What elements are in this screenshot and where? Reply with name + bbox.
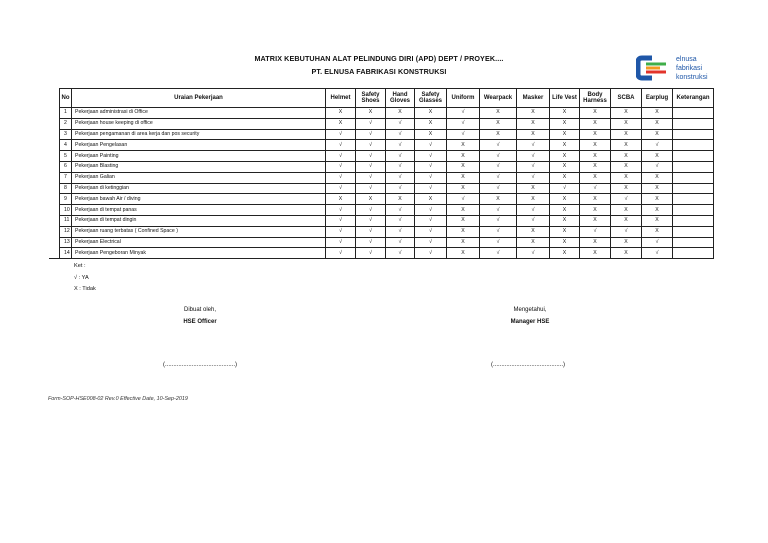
- ppe-mark-cell: √: [642, 140, 673, 151]
- ppe-mark-cell: X: [550, 215, 580, 226]
- ppe-mark-cell: √: [356, 226, 386, 237]
- ppe-mark-cell: √: [642, 248, 673, 259]
- ppe-mark-cell: √: [447, 108, 480, 119]
- ppe-mark-cell: X: [580, 248, 611, 259]
- ppe-mark-cell: X: [447, 183, 480, 194]
- legend-no: X : Tidak: [74, 286, 96, 292]
- column-header: Safety Glasses: [415, 89, 447, 108]
- ppe-mark-cell: X: [415, 108, 447, 119]
- ppe-mark-cell: X: [611, 140, 642, 151]
- ppe-mark-cell: √: [415, 140, 447, 151]
- ppe-mark-cell: X: [550, 248, 580, 259]
- ppe-mark-cell: √: [447, 194, 480, 205]
- ppe-mark-cell: √: [480, 205, 517, 216]
- ppe-mark-cell: X: [517, 129, 550, 140]
- ppe-mark-cell: √: [326, 183, 356, 194]
- ppe-mark-cell: √: [386, 183, 415, 194]
- ppe-mark-cell: √: [447, 118, 480, 129]
- task-description: Pekerjaan Galian: [72, 172, 326, 183]
- ppe-mark-cell: X: [611, 151, 642, 162]
- remarks-cell: [673, 226, 714, 237]
- ppe-mark-cell: X: [550, 161, 580, 172]
- table-row: [60, 226, 714, 237]
- remarks-cell: [673, 129, 714, 140]
- ppe-mark-cell: √: [356, 215, 386, 226]
- row-number: 8: [60, 183, 72, 194]
- column-header: Uraian Pekerjaan: [72, 89, 326, 108]
- ppe-mark-cell: X: [580, 161, 611, 172]
- known-by-signature-line: (..........................................): [490, 362, 565, 368]
- ppe-mark-cell: X: [611, 248, 642, 259]
- table-row: [60, 161, 714, 172]
- ppe-mark-cell: X: [611, 118, 642, 129]
- ppe-mark-cell: √: [642, 237, 673, 248]
- ppe-mark-cell: X: [580, 118, 611, 129]
- ppe-mark-cell: √: [480, 140, 517, 151]
- ppe-mark-cell: X: [480, 129, 517, 140]
- ppe-mark-cell: √: [415, 248, 447, 259]
- ppe-mark-cell: X: [580, 215, 611, 226]
- ppe-mark-cell: X: [642, 108, 673, 119]
- remarks-cell: [673, 172, 714, 183]
- ppe-mark-cell: X: [611, 237, 642, 248]
- ppe-mark-cell: √: [480, 215, 517, 226]
- task-description: Pekerjaan Blasting: [72, 161, 326, 172]
- ppe-mark-cell: X: [480, 118, 517, 129]
- task-description: Pekerjaan di tempat panas: [72, 205, 326, 216]
- known-by-label: Mengetahui,: [513, 307, 547, 313]
- ppe-mark-cell: X: [447, 248, 480, 259]
- remarks-cell: [673, 118, 714, 129]
- row-number: 7: [60, 172, 72, 183]
- remarks-cell: [673, 248, 714, 259]
- ppe-mark-cell: √: [356, 248, 386, 259]
- ppe-mark-cell: √: [480, 248, 517, 259]
- ppe-mark-cell: X: [642, 194, 673, 205]
- ppe-mark-cell: X: [517, 108, 550, 119]
- ppe-mark-cell: X: [611, 183, 642, 194]
- ppe-mark-cell: √: [326, 237, 356, 248]
- ppe-mark-cell: X: [580, 151, 611, 162]
- task-description: Pekerjaan bawah Air / diving: [72, 194, 326, 205]
- ppe-mark-cell: √: [642, 161, 673, 172]
- ppe-mark-cell: √: [356, 129, 386, 140]
- ppe-mark-cell: X: [580, 140, 611, 151]
- row-number: 2: [60, 118, 72, 129]
- ppe-mark-cell: √: [480, 151, 517, 162]
- ppe-mark-cell: X: [447, 172, 480, 183]
- column-header: Uniform: [447, 89, 480, 108]
- ppe-mark-cell: X: [550, 140, 580, 151]
- column-header: Masker: [517, 89, 550, 108]
- ppe-matrix-table: [59, 88, 714, 259]
- task-description: Pekerjaan di ketinggian: [72, 183, 326, 194]
- ppe-mark-cell: √: [386, 237, 415, 248]
- table-row: [60, 140, 714, 151]
- column-header: Safety Shoes: [356, 89, 386, 108]
- row-number: 6: [60, 161, 72, 172]
- ppe-mark-cell: √: [326, 172, 356, 183]
- ppe-mark-cell: X: [550, 205, 580, 216]
- ppe-mark-cell: √: [356, 172, 386, 183]
- ppe-mark-cell: X: [386, 108, 415, 119]
- ppe-mark-cell: X: [611, 215, 642, 226]
- table-row: [60, 118, 714, 129]
- ppe-mark-cell: √: [480, 226, 517, 237]
- ppe-mark-cell: X: [642, 183, 673, 194]
- remarks-cell: [673, 108, 714, 119]
- ppe-mark-cell: √: [326, 215, 356, 226]
- row-number: 14: [60, 248, 72, 259]
- task-description: Pekerjaan pengamanan di area kerja dan pos security: [72, 129, 326, 140]
- ppe-mark-cell: X: [550, 172, 580, 183]
- ppe-mark-cell: √: [415, 161, 447, 172]
- ppe-mark-cell: √: [386, 161, 415, 172]
- table-row: [60, 237, 714, 248]
- task-description: Pekerjaan di tempat dingin: [72, 215, 326, 226]
- ppe-mark-cell: √: [386, 118, 415, 129]
- ppe-mark-cell: X: [326, 194, 356, 205]
- ppe-mark-cell: X: [611, 205, 642, 216]
- ppe-mark-cell: X: [550, 226, 580, 237]
- ppe-mark-cell: √: [580, 183, 611, 194]
- ppe-mark-cell: √: [386, 172, 415, 183]
- ppe-mark-cell: X: [326, 118, 356, 129]
- ppe-mark-cell: √: [611, 194, 642, 205]
- column-header: SCBA: [611, 89, 642, 108]
- ppe-mark-cell: X: [415, 129, 447, 140]
- ppe-mark-cell: √: [447, 129, 480, 140]
- ppe-mark-cell: √: [415, 151, 447, 162]
- ppe-mark-cell: X: [415, 118, 447, 129]
- ppe-mark-cell: X: [386, 194, 415, 205]
- table-row: [60, 108, 714, 119]
- ppe-mark-cell: X: [611, 161, 642, 172]
- row-extension-line: [49, 258, 59, 259]
- ppe-mark-cell: X: [611, 108, 642, 119]
- ppe-mark-cell: √: [386, 248, 415, 259]
- table-header-row: [60, 89, 714, 108]
- task-description: Pekerjaan administrasi di Office: [72, 108, 326, 119]
- ppe-mark-cell: X: [642, 215, 673, 226]
- ppe-mark-cell: √: [356, 151, 386, 162]
- ppe-mark-cell: √: [356, 237, 386, 248]
- task-description: Pekerjaan Electrical: [72, 237, 326, 248]
- ppe-mark-cell: √: [326, 129, 356, 140]
- ppe-mark-cell: √: [386, 151, 415, 162]
- ppe-mark-cell: √: [517, 172, 550, 183]
- ppe-mark-cell: √: [611, 226, 642, 237]
- ppe-mark-cell: √: [356, 183, 386, 194]
- ppe-mark-cell: √: [386, 140, 415, 151]
- task-description: Pekerjaan ruang terbatas ( Confined Space ): [72, 226, 326, 237]
- ppe-mark-cell: X: [642, 172, 673, 183]
- ppe-mark-cell: X: [447, 161, 480, 172]
- ppe-mark-cell: X: [517, 194, 550, 205]
- row-number: 5: [60, 151, 72, 162]
- remarks-cell: [673, 151, 714, 162]
- table-row: [60, 205, 714, 216]
- row-number: 4: [60, 140, 72, 151]
- ppe-mark-cell: √: [326, 161, 356, 172]
- row-number: 3: [60, 129, 72, 140]
- column-header: Wearpack: [480, 89, 517, 108]
- remarks-cell: [673, 194, 714, 205]
- ppe-mark-cell: √: [415, 183, 447, 194]
- remarks-cell: [673, 183, 714, 194]
- ppe-mark-cell: √: [415, 205, 447, 216]
- ppe-mark-cell: X: [447, 140, 480, 151]
- ppe-mark-cell: √: [517, 140, 550, 151]
- ppe-mark-cell: X: [447, 151, 480, 162]
- task-description: Pekerjaan Painting: [72, 151, 326, 162]
- ppe-mark-cell: X: [550, 237, 580, 248]
- ppe-mark-cell: X: [415, 194, 447, 205]
- table-row: [60, 194, 714, 205]
- ppe-mark-cell: √: [550, 183, 580, 194]
- ppe-mark-cell: X: [550, 151, 580, 162]
- ppe-mark-cell: X: [550, 118, 580, 129]
- task-description: Pekerjaan house keeping di office: [72, 118, 326, 129]
- ppe-mark-cell: X: [580, 172, 611, 183]
- ppe-mark-cell: X: [642, 226, 673, 237]
- ppe-mark-cell: √: [480, 161, 517, 172]
- ppe-mark-cell: X: [580, 108, 611, 119]
- ppe-mark-cell: √: [356, 140, 386, 151]
- ppe-mark-cell: √: [517, 161, 550, 172]
- task-description: Pekerjaan Pengeboran Minyak: [72, 248, 326, 259]
- ppe-mark-cell: √: [517, 248, 550, 259]
- ppe-mark-cell: √: [386, 129, 415, 140]
- ppe-mark-cell: √: [356, 205, 386, 216]
- column-header: Earplug: [642, 89, 673, 108]
- table-row: [60, 183, 714, 194]
- remarks-cell: [673, 140, 714, 151]
- made-by-label: Dibuat oleh,: [183, 307, 217, 313]
- company-name: PT. ELNUSA FABRIKASI KONSTRUKSI: [311, 67, 447, 76]
- ppe-mark-cell: X: [642, 151, 673, 162]
- ppe-mark-cell: X: [447, 237, 480, 248]
- table-row: [60, 248, 714, 259]
- column-header: Body Harness: [580, 89, 611, 108]
- row-number: 13: [60, 237, 72, 248]
- ppe-mark-cell: X: [580, 129, 611, 140]
- ppe-mark-cell: X: [642, 118, 673, 129]
- ppe-mark-cell: √: [326, 226, 356, 237]
- made-by-role: HSE Officer: [183, 319, 217, 325]
- ppe-mark-cell: X: [580, 205, 611, 216]
- ppe-mark-cell: X: [550, 194, 580, 205]
- ppe-mark-cell: X: [550, 129, 580, 140]
- ppe-mark-cell: X: [447, 205, 480, 216]
- logo-text-line1: elnusa: [676, 56, 697, 63]
- ppe-mark-cell: X: [517, 183, 550, 194]
- ppe-mark-cell: X: [447, 215, 480, 226]
- ppe-mark-cell: X: [447, 226, 480, 237]
- ppe-mark-cell: √: [480, 172, 517, 183]
- ppe-mark-cell: √: [386, 205, 415, 216]
- legend-ket: Ket :: [74, 263, 86, 269]
- ppe-mark-cell: √: [386, 215, 415, 226]
- row-number: 11: [60, 215, 72, 226]
- ppe-mark-cell: X: [642, 205, 673, 216]
- legend-yes: √ : YA: [74, 275, 89, 281]
- ppe-mark-cell: √: [517, 205, 550, 216]
- ppe-mark-cell: √: [517, 215, 550, 226]
- ppe-mark-cell: X: [611, 172, 642, 183]
- remarks-cell: [673, 161, 714, 172]
- column-header: Life Vest: [550, 89, 580, 108]
- ppe-mark-cell: X: [356, 194, 386, 205]
- remarks-cell: [673, 205, 714, 216]
- ppe-mark-cell: X: [580, 194, 611, 205]
- made-by-signature-line: (..........................................): [162, 362, 237, 368]
- ppe-mark-cell: X: [550, 108, 580, 119]
- ppe-mark-cell: √: [326, 205, 356, 216]
- column-header: Helmet: [326, 89, 356, 108]
- ppe-mark-cell: X: [517, 118, 550, 129]
- table-row: [60, 215, 714, 226]
- ppe-mark-cell: X: [480, 194, 517, 205]
- row-number: 10: [60, 205, 72, 216]
- form-footer: Form-SOP-HSE008-02 Rev.0 Effective Date, 10-Sep-2019: [48, 396, 188, 402]
- task-description: Pekerjaan Pengelasan: [72, 140, 326, 151]
- ppe-mark-cell: √: [415, 172, 447, 183]
- ppe-mark-cell: √: [415, 215, 447, 226]
- ppe-mark-cell: √: [326, 248, 356, 259]
- column-header: Hand Gloves: [386, 89, 415, 108]
- ppe-mark-cell: X: [611, 129, 642, 140]
- ppe-mark-cell: √: [356, 161, 386, 172]
- ppe-mark-cell: √: [480, 237, 517, 248]
- column-header: No: [60, 89, 72, 108]
- ppe-mark-cell: X: [480, 108, 517, 119]
- ppe-mark-cell: √: [386, 226, 415, 237]
- ppe-mark-cell: √: [326, 151, 356, 162]
- ppe-mark-cell: √: [517, 151, 550, 162]
- ppe-mark-cell: √: [580, 226, 611, 237]
- ppe-mark-cell: √: [326, 140, 356, 151]
- logo-text-line2: fabrikasi: [676, 65, 703, 72]
- ppe-mark-cell: X: [642, 129, 673, 140]
- ppe-mark-cell: X: [517, 237, 550, 248]
- logo-text-line3: konstruksi: [676, 74, 708, 81]
- ppe-mark-cell: X: [356, 108, 386, 119]
- column-header: Keterangan: [673, 89, 714, 108]
- row-number: 12: [60, 226, 72, 237]
- ppe-mark-cell: X: [326, 108, 356, 119]
- document-title: MATRIX KEBUTUHAN ALAT PELINDUNG DIRI (APD) DEPT / PROYEK....: [254, 54, 504, 63]
- row-number: 1: [60, 108, 72, 119]
- ppe-mark-cell: √: [415, 226, 447, 237]
- remarks-cell: [673, 215, 714, 226]
- known-by-role: Manager HSE: [510, 319, 550, 325]
- row-number: 9: [60, 194, 72, 205]
- remarks-cell: [673, 237, 714, 248]
- table-row: [60, 172, 714, 183]
- ppe-mark-cell: √: [480, 183, 517, 194]
- ppe-mark-cell: √: [415, 237, 447, 248]
- table-row: [60, 129, 714, 140]
- table-row: [60, 151, 714, 162]
- ppe-mark-cell: X: [517, 226, 550, 237]
- ppe-mark-cell: √: [356, 118, 386, 129]
- ppe-mark-cell: X: [580, 237, 611, 248]
